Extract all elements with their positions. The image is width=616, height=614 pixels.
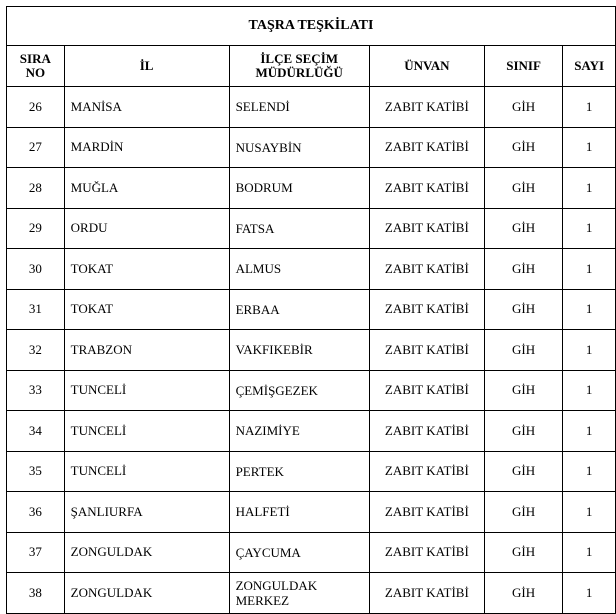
cell-unvan: ZABIT KATİBİ — [369, 370, 484, 411]
table-row — [7, 532, 616, 573]
cell-sinif: GİH — [484, 168, 562, 209]
cell-unvan: ZABIT KATİBİ — [369, 208, 484, 249]
cell-il: MARDİN — [64, 127, 229, 168]
cell-unvan: ZABIT KATİBİ — [369, 289, 484, 330]
header-sinif: SINIF — [484, 46, 562, 87]
header-ilce-line2: MÜDÜRLÜĞÜ — [255, 65, 343, 80]
cell-ilce: PERTEK — [229, 451, 369, 492]
cell-sinif: GİH — [484, 370, 562, 411]
table-row — [7, 208, 616, 249]
cell-sinif: GİH — [484, 532, 562, 573]
cell-ilce: FATSA — [229, 208, 369, 249]
staff-table-container — [6, 6, 616, 614]
cell-ilce: SELENDİ — [229, 87, 369, 128]
cell-unvan: ZABIT KATİBİ — [369, 330, 484, 371]
cell-il: MANİSA — [64, 87, 229, 128]
cell-sayi: 1 — [563, 289, 616, 330]
header-sira-no — [7, 46, 65, 87]
table-row — [7, 87, 616, 128]
cell-il: ORDU — [64, 208, 229, 249]
cell-sayi: 1 — [563, 532, 616, 573]
table-row — [7, 573, 616, 614]
cell-unvan: ZABIT KATİBİ — [369, 573, 484, 614]
cell-sinif: GİH — [484, 492, 562, 533]
cell-sinif: GİH — [484, 289, 562, 330]
cell-sayi: 1 — [563, 127, 616, 168]
cell-no: 36 — [7, 492, 65, 533]
cell-sayi: 1 — [563, 492, 616, 533]
table-row — [7, 168, 616, 209]
cell-il: TRABZON — [64, 330, 229, 371]
cell-sinif: GİH — [484, 87, 562, 128]
cell-sayi: 1 — [563, 573, 616, 614]
cell-no: 37 — [7, 532, 65, 573]
cell-il: TUNCELİ — [64, 370, 229, 411]
cell-no: 31 — [7, 289, 65, 330]
cell-sayi: 1 — [563, 208, 616, 249]
cell-unvan: ZABIT KATİBİ — [369, 127, 484, 168]
table-row — [7, 127, 616, 168]
cell-ilce: VAKFIKEBİR — [229, 330, 369, 371]
cell-sayi: 1 — [563, 451, 616, 492]
cell-ilce — [229, 573, 369, 614]
cell-ilce: BODRUM — [229, 168, 369, 209]
cell-il: ZONGULDAK — [64, 532, 229, 573]
cell-ilce: ERBAA — [229, 289, 369, 330]
table-row — [7, 289, 616, 330]
cell-ilce: ÇEMİŞGEZEK — [229, 370, 369, 411]
cell-il: TUNCELİ — [64, 411, 229, 452]
header-ilce-line1: İLÇE SEÇİM — [260, 51, 339, 66]
cell-sinif: GİH — [484, 330, 562, 371]
cell-sayi: 1 — [563, 87, 616, 128]
table-row — [7, 370, 616, 411]
table-row — [7, 492, 616, 533]
cell-unvan: ZABIT KATİBİ — [369, 168, 484, 209]
cell-ilce: ÇAYCUMA — [229, 532, 369, 573]
table-row — [7, 411, 616, 452]
cell-no: 34 — [7, 411, 65, 452]
cell-il: TOKAT — [64, 249, 229, 290]
header-il: İL — [64, 46, 229, 87]
cell-il: ŞANLIURFA — [64, 492, 229, 533]
cell-ilce: HALFETİ — [229, 492, 369, 533]
cell-sayi: 1 — [563, 249, 616, 290]
cell-no: 28 — [7, 168, 65, 209]
cell-il: TUNCELİ — [64, 451, 229, 492]
cell-il: MUĞLA — [64, 168, 229, 209]
cell-no: 30 — [7, 249, 65, 290]
cell-sinif: GİH — [484, 411, 562, 452]
cell-ilce: ALMUS — [229, 249, 369, 290]
header-sira-no-line2: NO — [25, 65, 46, 80]
cell-ilce: NUSAYBİN — [229, 127, 369, 168]
cell-unvan: ZABIT KATİBİ — [369, 249, 484, 290]
cell-no: 35 — [7, 451, 65, 492]
header-unvan: ÜNVAN — [369, 46, 484, 87]
table-row — [7, 451, 616, 492]
staff-table — [6, 6, 616, 614]
cell-no: 33 — [7, 370, 65, 411]
cell-il: TOKAT — [64, 289, 229, 330]
table-title-row — [7, 7, 616, 46]
header-sira-no-line1: SIRA — [19, 51, 51, 66]
cell-unvan: ZABIT KATİBİ — [369, 451, 484, 492]
cell-unvan: ZABIT KATİBİ — [369, 411, 484, 452]
cell-sinif: GİH — [484, 208, 562, 249]
cell-ilce-line2: MERKEZ — [235, 592, 290, 608]
cell-sinif: GİH — [484, 573, 562, 614]
cell-sayi: 1 — [563, 370, 616, 411]
cell-sayi: 1 — [563, 168, 616, 209]
table-title: TAŞRA TEŞKİLATI — [7, 7, 616, 46]
cell-unvan: ZABIT KATİBİ — [369, 492, 484, 533]
header-sayi: SAYI — [563, 46, 616, 87]
cell-no: 32 — [7, 330, 65, 371]
cell-ilce: NAZIMİYE — [229, 411, 369, 452]
cell-ilce-line1: ZONGULDAK — [235, 577, 318, 593]
table-header-row — [7, 46, 616, 87]
cell-no: 38 — [7, 573, 65, 614]
cell-il: ZONGULDAK — [64, 573, 229, 614]
cell-no: 29 — [7, 208, 65, 249]
header-ilce — [229, 46, 369, 87]
cell-sayi: 1 — [563, 330, 616, 371]
cell-no: 27 — [7, 127, 65, 168]
cell-sinif: GİH — [484, 451, 562, 492]
cell-unvan: ZABIT KATİBİ — [369, 532, 484, 573]
cell-sinif: GİH — [484, 249, 562, 290]
table-row — [7, 330, 616, 371]
table-row — [7, 249, 616, 290]
cell-sinif: GİH — [484, 127, 562, 168]
cell-no: 26 — [7, 87, 65, 128]
cell-sayi: 1 — [563, 411, 616, 452]
cell-unvan: ZABIT KATİBİ — [369, 87, 484, 128]
